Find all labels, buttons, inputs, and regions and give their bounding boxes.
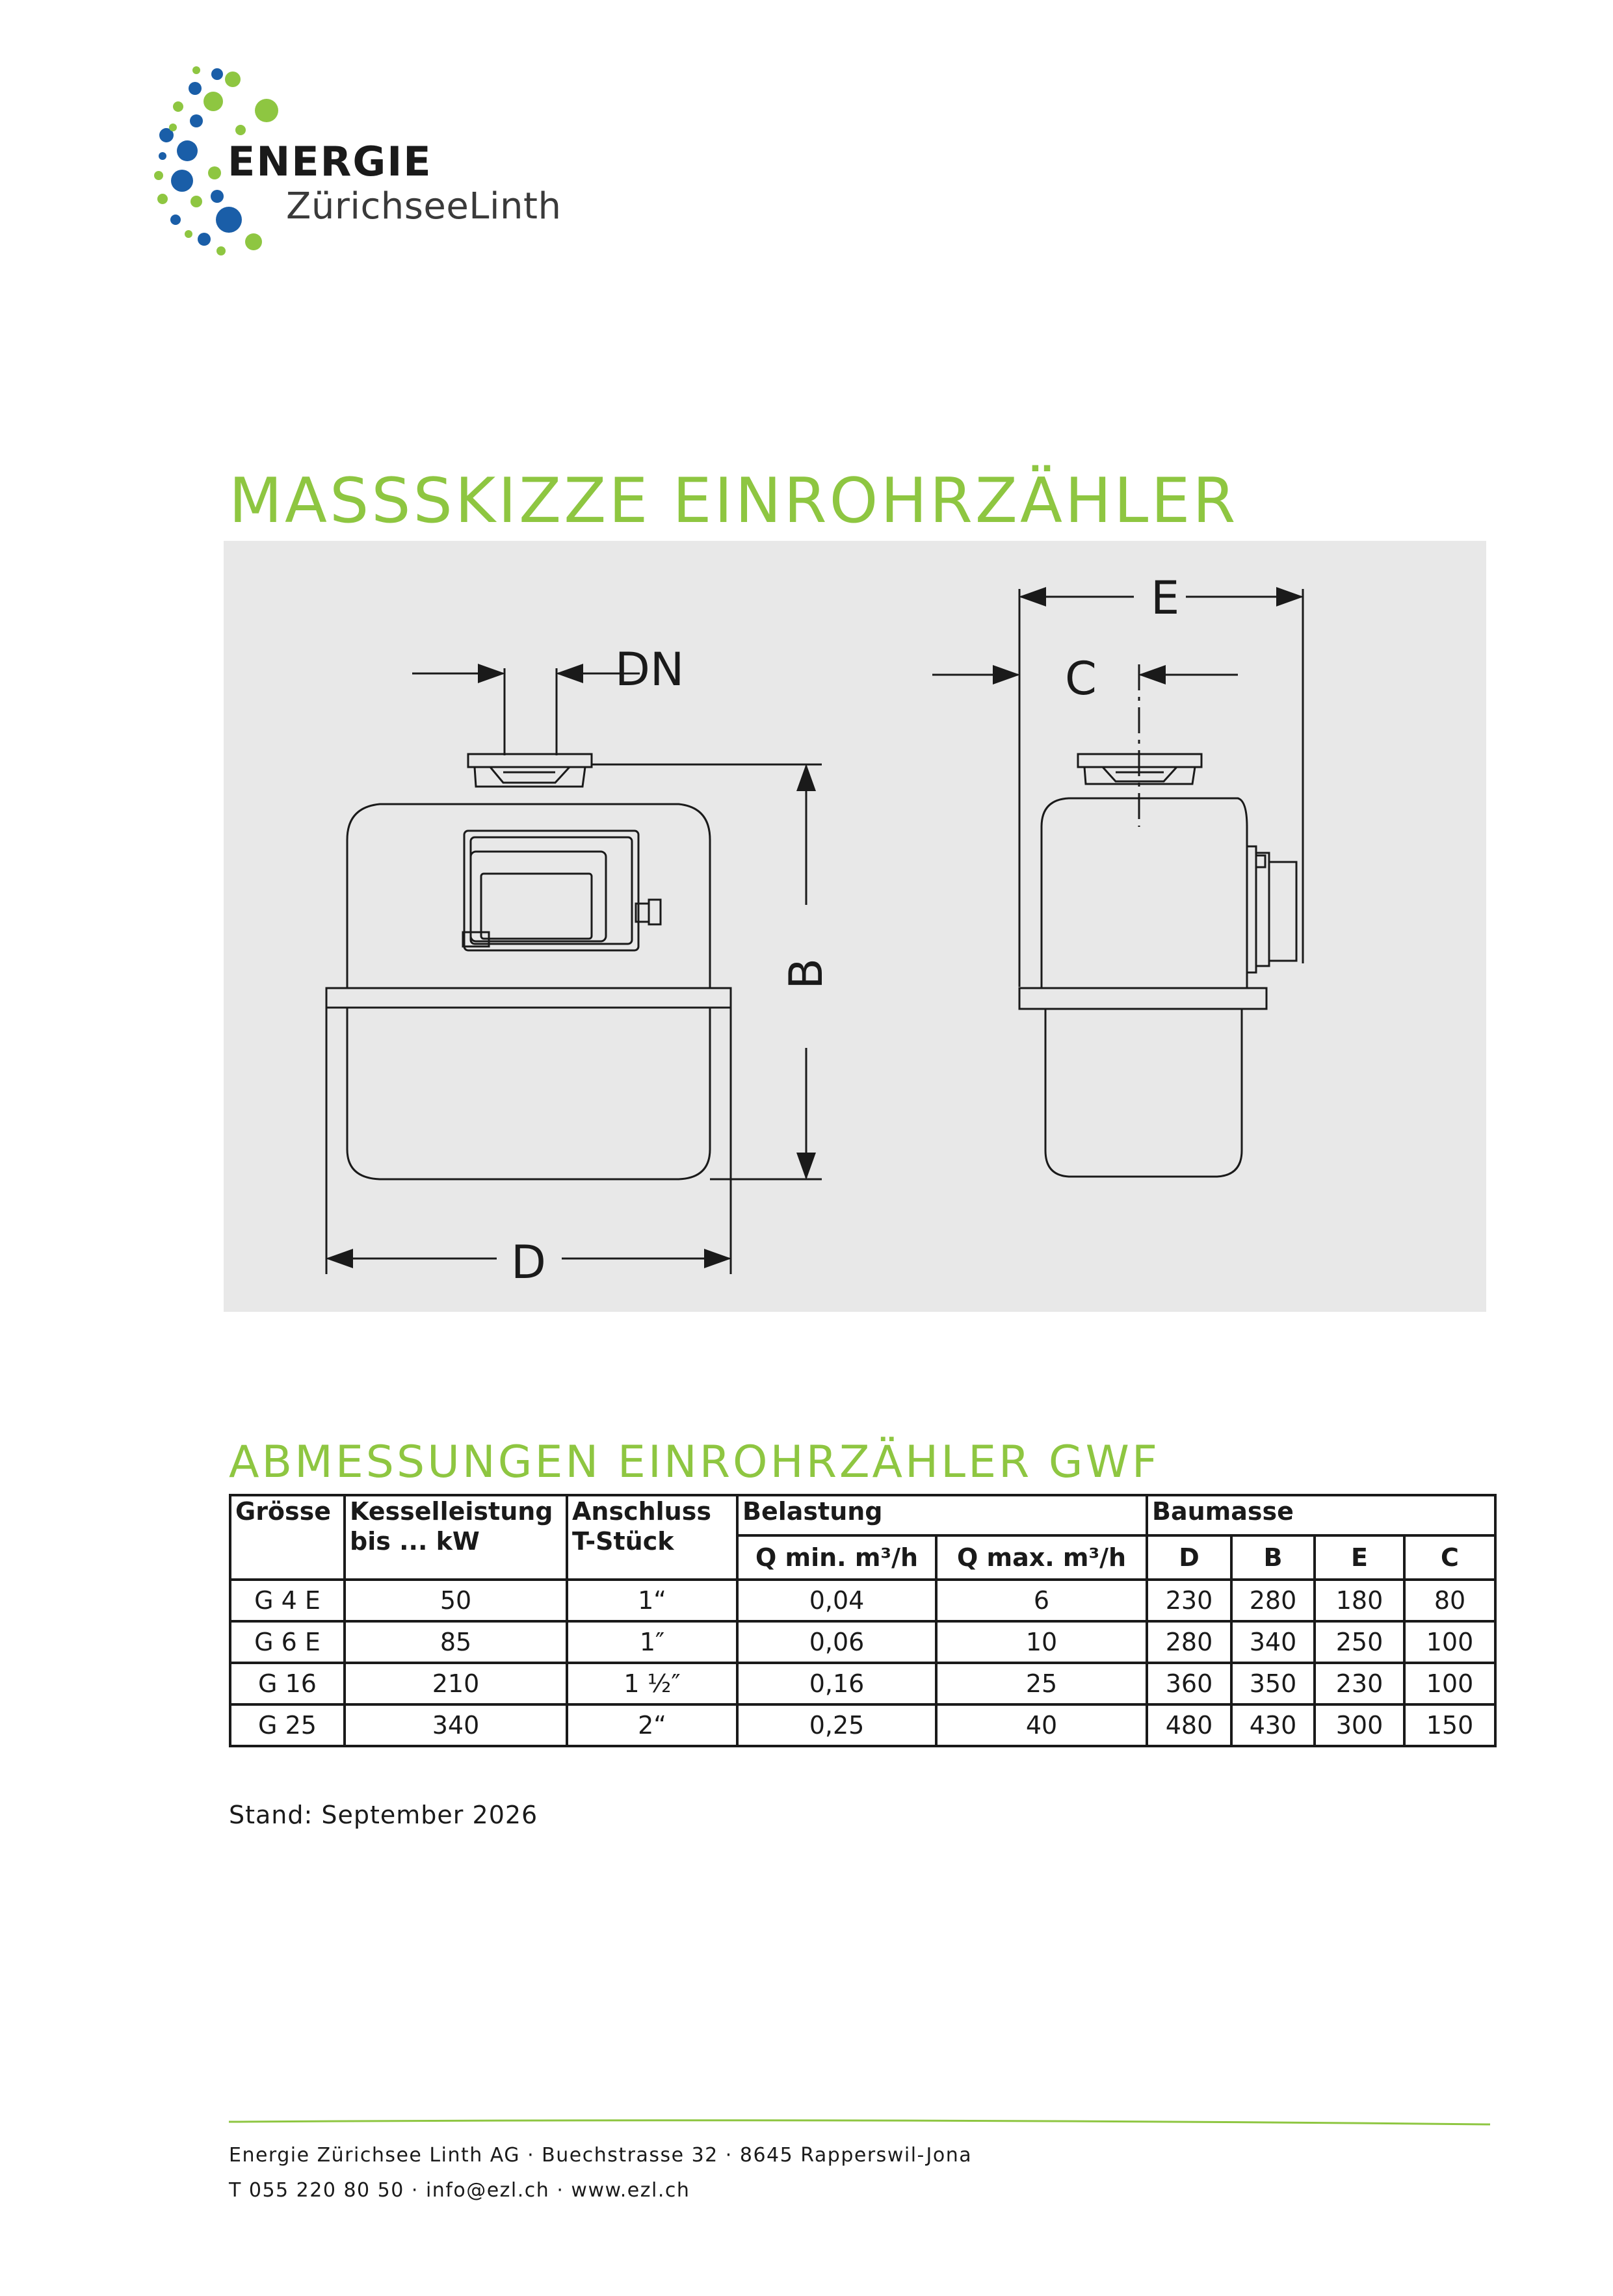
label-e: E	[1151, 571, 1180, 625]
cell-b: 350	[1231, 1663, 1315, 1704]
side-view	[932, 589, 1303, 1177]
company-logo	[150, 65, 562, 260]
header-anschluss-line2: T-Stück	[572, 1527, 674, 1556]
cell-b: 340	[1231, 1621, 1315, 1663]
header-qmin: Q min. m³/h	[737, 1535, 936, 1580]
table-row	[230, 1704, 1495, 1746]
footer-contact: T 055 220 80 50 · info@ezl.ch · www.ezl.ch	[229, 2179, 690, 2202]
cell-groesse: G 16	[230, 1663, 345, 1704]
header-anschluss-line1: Anschluss	[572, 1497, 711, 1526]
cell-e: 180	[1315, 1580, 1404, 1621]
dimensions-table	[229, 1494, 1497, 1747]
cell-anschluss: 1 ½″	[567, 1663, 737, 1704]
table-title: ABMESSUNGEN EINROHRZÄHLER GWF	[229, 1437, 1160, 1489]
header-baumasse: Baumasse	[1147, 1495, 1495, 1535]
cell-d: 480	[1147, 1704, 1231, 1746]
cell-qmin: 0,04	[737, 1580, 936, 1621]
header-e: E	[1315, 1535, 1404, 1580]
cell-groesse: G 4 E	[230, 1580, 345, 1621]
cell-b: 280	[1231, 1580, 1315, 1621]
cell-groesse: G 6 E	[230, 1621, 345, 1663]
table-row	[230, 1580, 1495, 1621]
header-b: B	[1231, 1535, 1315, 1580]
stand-date: Stand: September 2026	[229, 1801, 538, 1829]
cell-anschluss: 1“	[567, 1580, 737, 1621]
cell-c: 80	[1404, 1580, 1495, 1621]
header-kesselleistung	[345, 1495, 567, 1580]
page-title: MASSSKIZZE EINROHRZÄHLER	[229, 465, 1239, 537]
cell-kw: 210	[345, 1663, 567, 1704]
footer-address: Energie Zürichsee Linth AG · Buechstrasse 32 · 8645 Rapperswil-Jona	[229, 2144, 973, 2167]
header-kessel-line2: bis ... kW	[350, 1527, 480, 1556]
cell-e: 300	[1315, 1704, 1404, 1746]
cell-kw: 85	[345, 1621, 567, 1663]
header-c: C	[1404, 1535, 1495, 1580]
cell-qmin: 0,25	[737, 1704, 936, 1746]
cell-kw: 340	[345, 1704, 567, 1746]
cell-anschluss: 1″	[567, 1621, 737, 1663]
label-c: C	[1065, 652, 1097, 705]
cell-d: 360	[1147, 1663, 1231, 1704]
cell-d: 280	[1147, 1621, 1231, 1663]
header-belastung: Belastung	[737, 1495, 1147, 1535]
header-kessel-line1: Kesselleistung	[350, 1497, 553, 1526]
cell-c: 100	[1404, 1621, 1495, 1663]
header-groesse: Grösse	[230, 1495, 345, 1580]
cell-e: 230	[1315, 1663, 1404, 1704]
cell-qmax: 6	[936, 1580, 1147, 1621]
footer-divider	[229, 2119, 1490, 2126]
cell-qmax: 10	[936, 1621, 1147, 1663]
front-view	[326, 668, 822, 1274]
logo-word: ENERGIE	[228, 138, 432, 185]
cell-b: 430	[1231, 1704, 1315, 1746]
label-d: D	[511, 1236, 546, 1289]
cell-groesse: G 25	[230, 1704, 345, 1746]
header-qmax: Q max. m³/h	[936, 1535, 1147, 1580]
label-b: B	[780, 958, 833, 990]
cell-kw: 50	[345, 1580, 567, 1621]
dimension-drawing	[224, 541, 1486, 1312]
gas-meter-sketch	[224, 541, 1486, 1312]
cell-e: 250	[1315, 1621, 1404, 1663]
header-d: D	[1147, 1535, 1231, 1580]
header-anschluss	[567, 1495, 737, 1580]
cell-qmax: 25	[936, 1663, 1147, 1704]
cell-qmax: 40	[936, 1704, 1147, 1746]
cell-c: 100	[1404, 1663, 1495, 1704]
cell-anschluss: 2“	[567, 1704, 737, 1746]
label-dn: DN	[615, 643, 685, 696]
logo-subtitle: ZürichseeLinth	[286, 185, 562, 228]
cell-d: 230	[1147, 1580, 1231, 1621]
cell-qmin: 0,06	[737, 1621, 936, 1663]
table-row	[230, 1663, 1495, 1704]
cell-qmin: 0,16	[737, 1663, 936, 1704]
table-row	[230, 1621, 1495, 1663]
cell-c: 150	[1404, 1704, 1495, 1746]
